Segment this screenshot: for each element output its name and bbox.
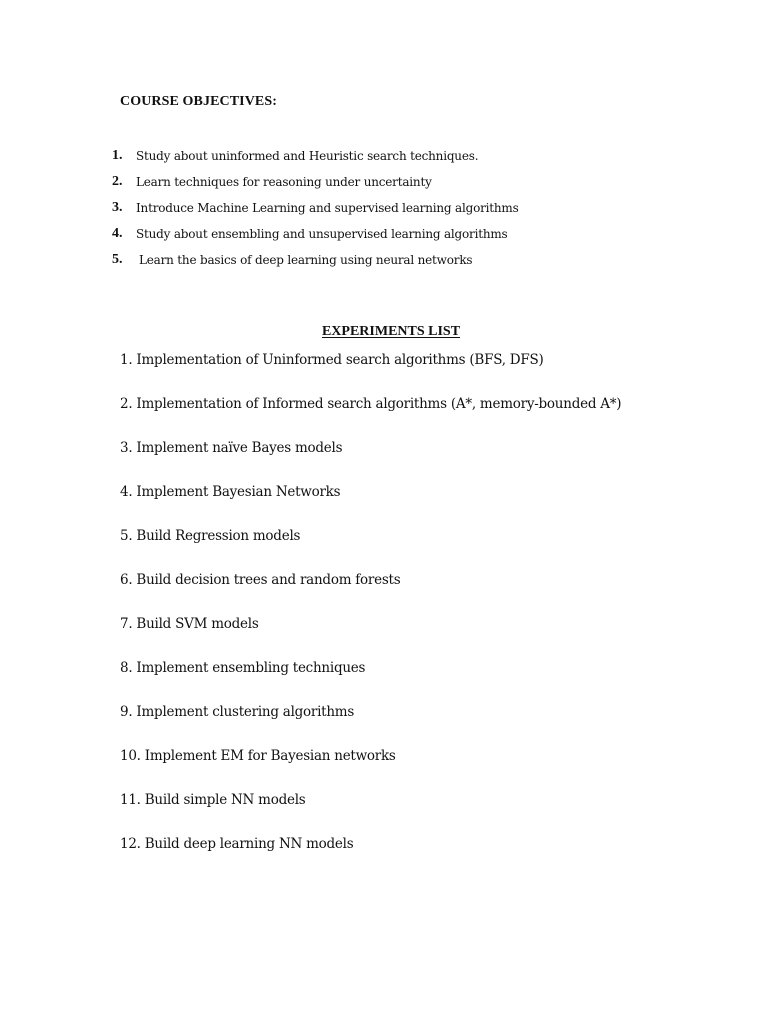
experiment-item: 4. Implement Bayesian Networks (120, 484, 341, 500)
objective-number: 5. (112, 252, 123, 267)
objective-text: Introduce Machine Learning and supervised learning algorithms (136, 201, 519, 215)
objective-text: Study about ensembling and unsupervised learning algorithms (136, 227, 508, 241)
course-objectives-heading: COURSE OBJECTIVES: (120, 94, 278, 109)
experiment-item: 10. Implement EM for Bayesian networks (120, 748, 396, 764)
objective-number: 4. (112, 226, 123, 241)
experiment-item: 5. Build Regression models (120, 528, 301, 544)
objective-number: 1. (112, 148, 123, 163)
experiment-item: 9. Implement clustering algorithms (120, 704, 355, 720)
objective-text: Learn the basics of deep learning using neural networks (139, 253, 473, 267)
experiment-item: 2. Implementation of Informed search algorithms (A*, memory-bounded A*) (120, 396, 622, 412)
experiments-list-heading (0, 324, 768, 340)
objective-text: Learn techniques for reasoning under uncertainty (136, 175, 432, 189)
experiment-item: 12. Build deep learning NN models (120, 836, 354, 852)
objective-item (112, 172, 712, 198)
experiments-list (120, 350, 740, 878)
experiment-item: 3. Implement naïve Bayes models (120, 440, 343, 456)
course-objectives-list (112, 146, 712, 276)
objective-number: 3. (112, 200, 123, 215)
experiment-item: 6. Build decision trees and random forests (120, 572, 401, 588)
experiments-list-heading-text: EXPERIMENTS LIST (321, 324, 461, 339)
experiment-item: 1. Implementation of Uninformed search algorithms (BFS, DFS) (120, 352, 544, 368)
experiment-item: 11. Build simple NN models (120, 792, 306, 808)
objective-number: 2. (112, 174, 123, 189)
objective-item (112, 198, 712, 224)
objective-item (112, 146, 712, 172)
experiment-item: 7. Build SVM models (120, 616, 259, 632)
objective-text: Study about uninformed and Heuristic search techniques. (136, 149, 479, 163)
experiment-item: 8. Implement ensembling techniques (120, 660, 366, 676)
objective-item (112, 224, 712, 250)
objective-item (112, 250, 712, 276)
